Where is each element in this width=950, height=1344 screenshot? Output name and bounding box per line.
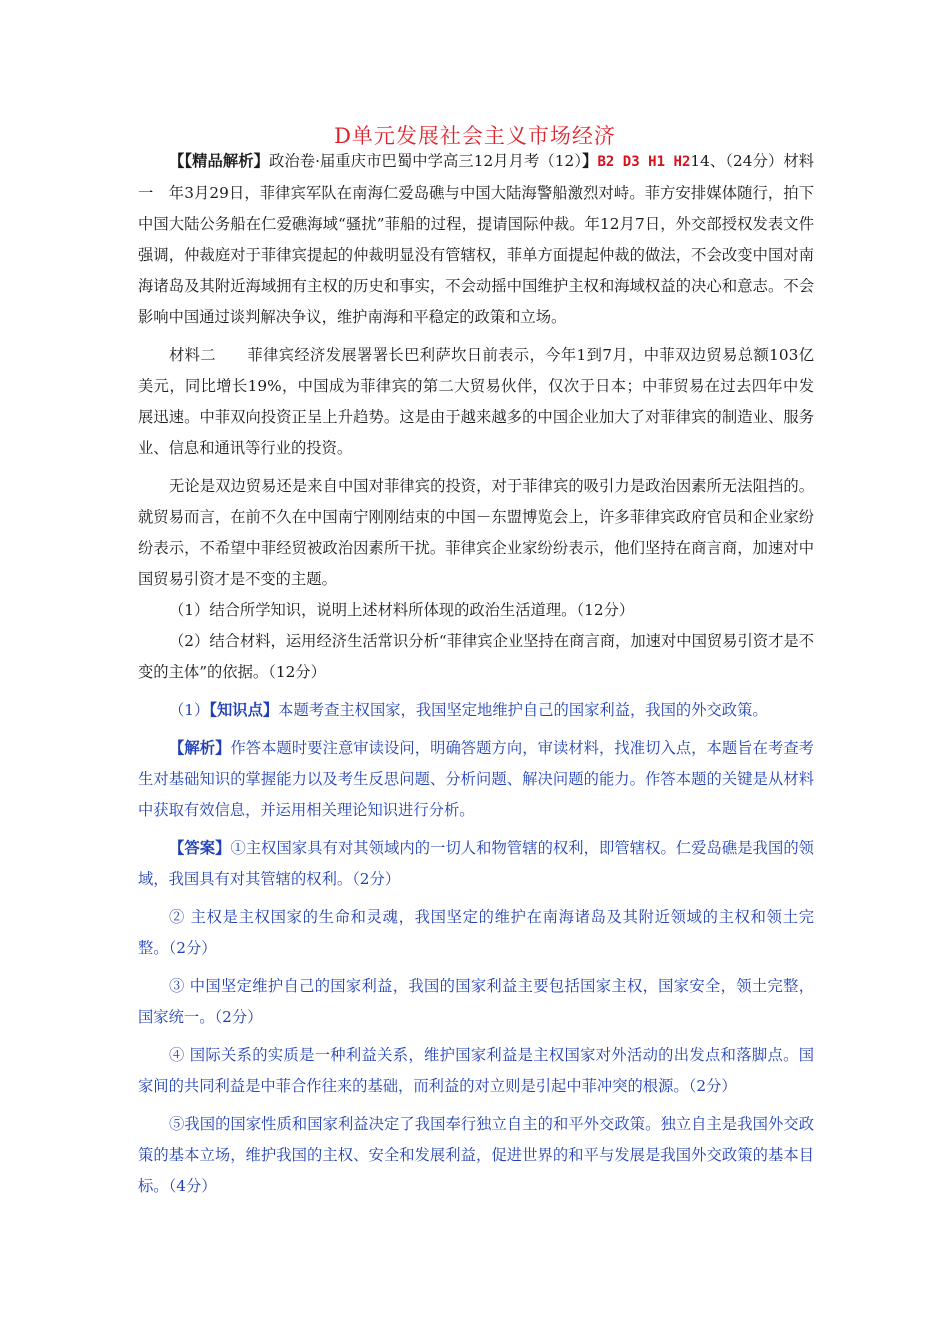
document-body [138,146,814,1202]
analysis-label: 【解析】 [169,739,231,757]
answer-paragraph [138,833,814,895]
question-source: 政治卷·届重庆市巴蜀中学高三12月月考（12） [268,152,583,170]
analysis-paragraph [138,733,814,826]
material-one-text: 14、（24分）材料一 年3月29日，菲律宾军队在南海仁爱岛礁与中国大陆海警船激烈对峙。菲方安排媒体随行，拍下中国大陆公务船在仁爱礁海域“骚扰”菲船的过程，提请国际仲裁。年12月7日，外交部授权发表文件强调，仲裁庭对于菲律宾提起的仲裁明显没有管辖权，菲单方面提起仲裁的做法，不会改变中国对南海诸岛及其附近海域拥有主权的历史和事实，不会动摇中国维护主权和海域权益的决心和意志。不会影响中国通过谈判解决争议，维护南海和平稳定的政策和立场。 [138,152,814,326]
knowledge-text: 本题考查主权国家，我国坚定地维护自己的国家利益，我国的外交政策。 [278,701,768,719]
source-close-bracket: 】 [582,152,598,170]
material-two-paragraph: 材料二 菲律宾经济发展署署长巴利萨坎日前表示，今年1到7月，中菲双边贸易总额103亿美元，同比增长19%，中国成为菲律宾的第二大贸易伙伴，仅次于日本；中菲贸易在过去四年中发展迅速。中菲双向投资正呈上升趋势。这是由于越来越多的中国企业加大了对菲律宾的制造业、服务业、信息和通讯等行业的投资。 [138,346,814,457]
knowledge-codes: B2 D3 H1 H2 [597,154,691,170]
answer-tag: 【答案】 [169,839,231,857]
knowledge-prefix: （1） [169,701,210,719]
page-title: D单元发展社会主义市场经济 [334,124,616,148]
knowledge-tag: 【知识点】 [209,701,279,719]
knowledge-point-paragraph [138,695,814,726]
answer-point-3: ③ 中国坚定维护自己的国家利益，我国的国家利益主要包括国家主权，国家安全，领土完整，国家统一。（2分） [138,977,814,1026]
question-1: （1）结合所学知识，说明上述材料所体现的政治生活道理。（12分） [169,601,635,619]
material-two-continued: 无论是双边贸易还是来自中国对菲律宾的投资，对于菲律宾的吸引力是政治因素所无法阻挡的。就贸易而言，在前不久在中国南宁刚刚结束的中国－东盟博览会上，许多菲律宾政府官员和企业家纷纷表示，不希望中菲经贸被政治因素所干扰。菲律宾企业家纷纷表示，他们坚持在商言商，加速对中国贸易引资才是不变的主题。 [138,477,814,588]
answer-point-5: ⑤我国的国家性质和国家利益决定了我国奉行独立自主的和平外交政策。独立自主是我国外交政策的基本立场，维护我国的主权、安全和发展利益，促进世界的和平与发展是我国外交政策的基本目标。（4分） [138,1115,814,1195]
question-2: （2）结合材料，运用经济生活常识分析“菲律宾企业坚持在商言商，加速对中国贸易引资才是不变的主体”的依据。（12分） [138,632,814,681]
analysis-text: 作答本题时要注意审读设问，明确答题方向，审读材料，找准切入点，本题旨在考查考生对基础知识的掌握能力以及考生反思问题、分析问题、解决问题的能力。作答本题的关键是从材料中获取有效信息，并运用相关理论知识进行分析。 [138,739,814,819]
answer-point-2: ② 主权是主权国家的生命和灵魂，我国坚定的维护在南海诸岛及其附近领域的主权和领土完整。（2分） [138,908,814,957]
answer-point-1: ①主权国家具有对其领域内的一切人和物管辖的权利，即管辖权。仁爱岛礁是我国的领域，我国具有对其管辖的权利。（2分） [138,839,814,888]
question-header-paragraph [138,146,814,333]
answer-point-4: ④ 国际关系的实质是一种利益关系，维护国家利益是主权国家对外活动的出发点和落脚点。国家间的共同利益是中菲合作往来的基础，而利益的对立则是引起中菲冲突的根源。（2分） [138,1046,814,1095]
analysis-tag: 【【精品解析】 [169,152,269,170]
